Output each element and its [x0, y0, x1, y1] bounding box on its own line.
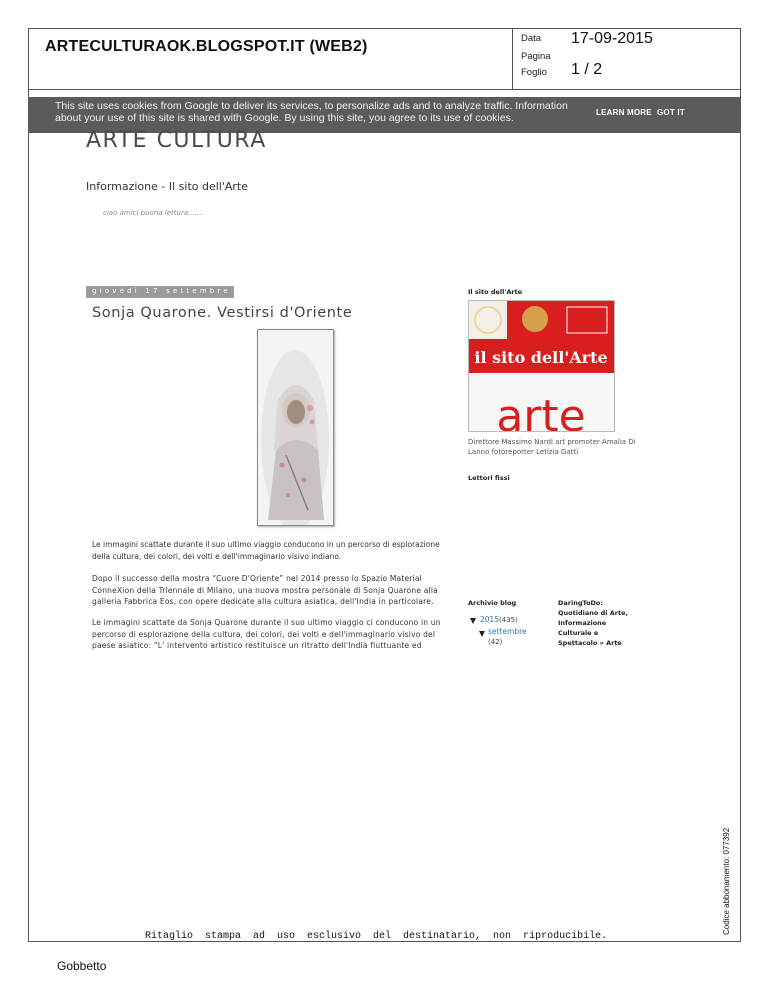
archive-heading: Archivio blog [468, 599, 517, 607]
archive-year-link[interactable]: 2015 [480, 615, 500, 624]
blog-subtitle: Informazione - Il sito dell'Arte [86, 180, 249, 193]
daring-link[interactable]: DaringToDo: Quotidiano di Arte, Informazione Culturale e Spettacolo » Arte [558, 599, 628, 647]
foglio-label: Foglio [521, 67, 547, 78]
followers-heading: Lettori fissi [468, 474, 510, 482]
archive-month-count: (42) [488, 638, 503, 646]
learn-more-link[interactable]: LEARN MORE [596, 108, 652, 117]
expand-month-icon[interactable] [479, 631, 485, 637]
site-logo[interactable] [468, 300, 615, 432]
archive-month-link[interactable]: settembre [488, 627, 527, 636]
post-paragraph-1: Le immagini scattate durante il suo ultimo viaggio conducono in un percorso di esplorazione della cultura, dei colori, dei volti e dell'immaginario visivo indiano. [92, 540, 440, 561]
page-frame [28, 28, 741, 942]
blog-greeting: ciao amici buona lettura....... [103, 209, 204, 217]
reproduction-notice: Ritaglio stampa ad uso esclusivo del destinatario, non riproducibile. [145, 931, 608, 942]
data-value: 17-09-2015 [571, 30, 653, 47]
blog-title[interactable]: ARTE CULTURA [86, 128, 267, 153]
source-title: ARTECULTURAOK.BLOGSPOT.IT (WEB2) [45, 38, 368, 55]
header-info-divider [512, 28, 513, 89]
logo-image [469, 301, 614, 431]
data-label: Data [521, 33, 542, 44]
foglio-value: 1 / 2 [571, 61, 603, 78]
logo-caption: il sito dell'Arte [474, 348, 608, 367]
sidebar-caption: Direttore Massimo Nardi art promoter Amalia Di Lanno fotoreporter Letizia Gatti [468, 438, 636, 456]
expand-year-icon[interactable] [470, 618, 476, 624]
post-paragraph-2: Dopo il successo della mostra “Cuore D'Oriente” nel 2014 presso lo Spazio Material ConneXion della Triennale di Milano, una nuova mostra personale di Sonja Quarone alla galleria Fabbrica Eos, con opere dedicate alla cultura asiatica, dell'India in particolare. [92, 574, 438, 606]
author-name: Gobbetto [57, 959, 107, 973]
post-paragraph-3: Le immagini scattate da Sonja Quarone durante il suo ultimo viaggio ci conducono in un percorso di esplorazione della cultura, dei colori, dei volti e dell'immaginario visivo del paese asiatico: “L' intervento artistico restituisce un ritratto dell'India fluttuante ed [92, 618, 441, 650]
post-title[interactable]: Sonja Quarone. Vestirsi d'Oriente [92, 305, 353, 321]
header-divider [28, 89, 741, 90]
pagina-label: Pagina [521, 51, 551, 62]
subscription-code: Codice abbonamento: 077392 [722, 827, 731, 935]
post-date: giovedì 17 settembre 2015 [92, 287, 267, 295]
portrait-image [258, 330, 333, 525]
logo-word: arte [496, 391, 586, 431]
sidebar-heading: Il sito dell'Arte [468, 288, 523, 296]
got-it-button[interactable]: GOT IT [657, 108, 685, 117]
archive-year-count: (435) [499, 616, 518, 624]
cookie-text: This site uses cookies from Google to deliver its services, to personalize ads and to analyze traffic. Information about your use of this site is shared with Google. By using this site, you agree to its use of cookies. [55, 100, 568, 124]
post-photo[interactable] [257, 329, 334, 526]
